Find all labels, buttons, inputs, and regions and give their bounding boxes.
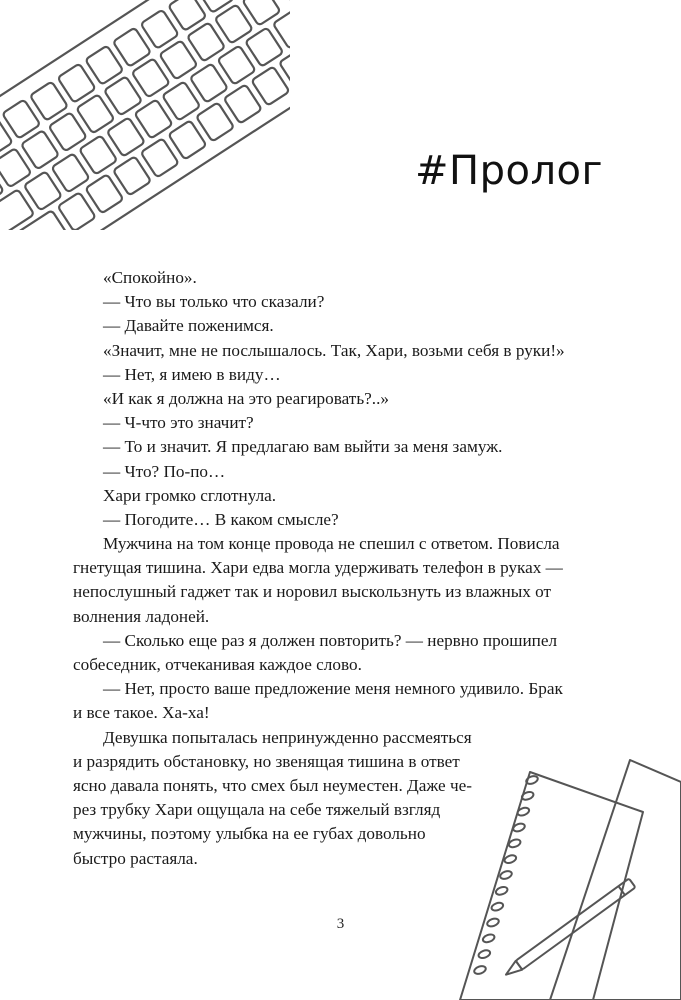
keyboard-key — [245, 27, 283, 66]
keyboard-key — [141, 10, 179, 49]
spiral-ring — [473, 965, 487, 976]
text-line: быстро растаяла. — [73, 848, 198, 868]
text-line: — Что вы только что сказали? — [103, 292, 325, 312]
keyboard-key — [107, 117, 145, 156]
keyboard-key — [113, 28, 151, 67]
keyboard-key — [58, 192, 96, 230]
keyboard-key — [2, 99, 40, 138]
keyboard-key — [49, 112, 87, 151]
text-line: — Что? По-по… — [103, 461, 226, 481]
spiral-ring — [499, 870, 513, 881]
keyboard-key — [24, 171, 62, 210]
text-line: собеседник, отчеканивая каждое слово. — [73, 655, 362, 674]
keyboard-key — [218, 45, 256, 84]
page-number: 3 — [336, 916, 345, 932]
keyboard-key — [85, 174, 123, 213]
keyboard-key — [215, 4, 253, 43]
spiral-ring — [477, 949, 491, 960]
text-line: — Сколько еще раз я должен повторить? — нервно прошипел — [103, 630, 558, 650]
keyboard-key — [51, 153, 89, 192]
text-line: «Значит, мне не послышалось. Так, Хари, возьми себя в руки!» — [103, 340, 565, 360]
keyboard-key — [76, 94, 114, 133]
keyboard-key — [190, 63, 228, 102]
text-line: — Погодите… В каком смысле? — [103, 509, 339, 529]
keyboard-key — [30, 81, 68, 120]
keyboard-key — [187, 22, 225, 61]
text-line: — Нет, я имею в виду… — [103, 364, 281, 384]
keyboard-key — [168, 120, 206, 159]
text-line: «И как я должна на это реагировать?..» — [103, 388, 389, 408]
keyboard-key — [104, 76, 142, 115]
keyboard-key — [162, 81, 200, 120]
keyboard-key — [85, 45, 123, 84]
keyboard-key — [159, 40, 197, 79]
text-line: непослушный гаджет так и норовил выскользнуть из влажных от — [73, 582, 552, 602]
spiral-ring — [495, 885, 509, 896]
spiral-ring — [490, 901, 504, 912]
spiral-ring — [482, 933, 496, 944]
text-line: Девушка попыталась непринужденно рассмеяться — [103, 727, 472, 747]
text-line: и все такое. Ха-ха! — [73, 703, 210, 723]
spiral-ring — [503, 854, 517, 865]
keyboard-key — [134, 99, 172, 138]
keyboard-illustration — [0, 0, 290, 230]
keyboard-key — [1, 210, 68, 230]
text-line: «Спокойно». — [103, 268, 197, 287]
text-line: — Ч-что это значит? — [103, 413, 254, 433]
text-line: и разрядить обстановку, но звенящая тишина в ответ — [73, 751, 460, 771]
keyboard-key — [21, 130, 59, 169]
notebook-illustration — [430, 740, 681, 1000]
text-line: гнетущая тишина. Хари едва могла удерживать телефон в руках — — [73, 558, 563, 578]
text-line: ясно давала понять, что смех был неуместен. Даже че- — [73, 775, 472, 795]
text-line: — Давайте поженимся. — [103, 316, 274, 336]
spiral-ring — [525, 775, 539, 786]
keyboard-key — [196, 102, 234, 141]
text-line: — Нет, просто ваше предложение меня немного удивило. Брак — [103, 679, 563, 699]
keyboard-key — [58, 63, 96, 102]
keyboard-key — [224, 84, 262, 123]
text-line: Хари громко сглотнула. — [103, 485, 277, 505]
text-line: волнения ладоней. — [73, 606, 210, 626]
keyboard-key — [141, 138, 179, 177]
keyboard-key — [132, 58, 170, 97]
chapter-title: #Пролог — [414, 148, 603, 194]
text-line: мужчины, поэтому улыбка на ее губах довольно — [73, 824, 426, 844]
keyboard-key — [79, 135, 117, 174]
keyboard-key — [113, 156, 151, 195]
keyboard-key — [251, 66, 289, 105]
text-line: рез трубку Хари ощущала на себе тяжелый взгляд — [73, 800, 441, 820]
text-line: — То и значит. Я предлагаю вам выйти за меня замуж. — [103, 437, 503, 457]
text-line: Мужчина на том конце провода не спешил с ответом. Повисла — [103, 534, 560, 554]
